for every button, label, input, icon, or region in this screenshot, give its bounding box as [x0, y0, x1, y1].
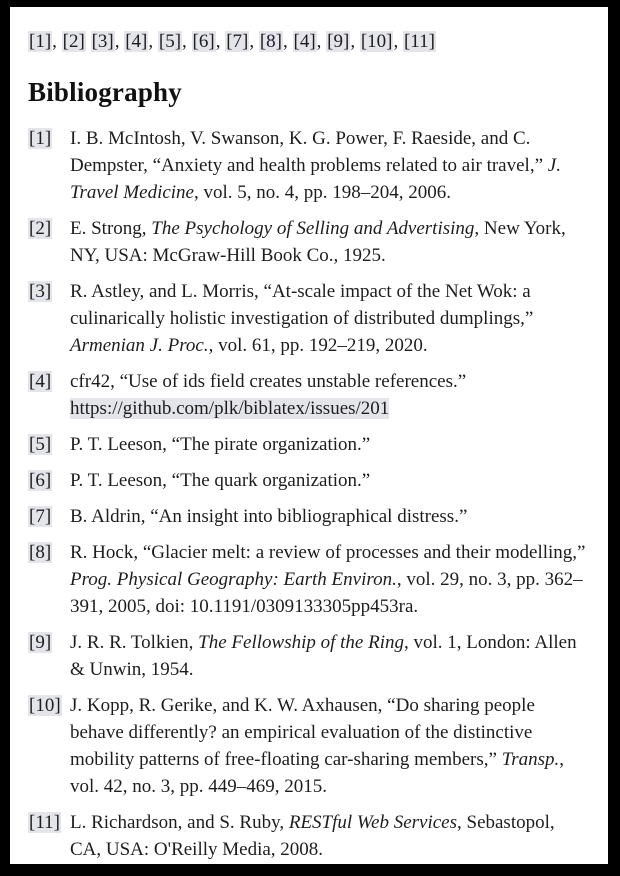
bib-entry-segment: L. Richardson, and S. Ruby, [70, 812, 289, 833]
citation-separator: , [393, 31, 403, 52]
bib-entry-venue-title: The Psychology of Selling and Advertising [151, 218, 475, 239]
citation-link[interactable]: [11] [403, 31, 435, 52]
bib-entry-text [70, 278, 588, 359]
bib-entry-segment: J. Kopp, R. Gerike, and K. W. Axhausen, “Do sharing people behave differently? an empirical evaluation of the distinctive mobility patterns of free-floating car-sharing members,” [70, 695, 535, 770]
bib-entry-segment: , vol. 29, no. 3, pp. 362–391, 2005, doi: 10.1191/0309133305pp453ra. [70, 569, 583, 617]
bib-entry-segment: B. Aldrin, “An insight into bibliographical distress.” [70, 506, 468, 527]
citation-link[interactable]: [1] [29, 31, 52, 52]
bib-entry-text [70, 125, 588, 206]
bib-entry-label [28, 539, 52, 620]
bib-entry-text [70, 368, 588, 422]
bib-entry-segment: J. R. R. Tolkien, [70, 632, 199, 653]
citation-link[interactable]: [5] [158, 31, 182, 52]
bib-entry-segment: , vol. 61, pp. 192–219, 2020. [208, 335, 428, 356]
citation-separator: , [215, 31, 226, 52]
bib-entry-segment: , Sebastopol, CA, USA: O'Reilly Media, 2008. [70, 812, 555, 860]
bib-entry-segment: cfr42, “Use of ids field creates unstable references.” [70, 371, 467, 392]
page-title: Bibliography [28, 77, 182, 107]
bib-entry [28, 368, 588, 422]
citation-separator: , [148, 31, 158, 52]
bibliography-list [28, 125, 588, 863]
bib-entry-text [70, 215, 588, 269]
bib-entry-segment: P. T. Leeson, “The quark organization.” [70, 470, 371, 491]
document-page [10, 7, 608, 864]
bib-entry-venue-title: Armenian J. Proc. [70, 335, 209, 356]
bib-entry-venue-title: The Fellowship of the Ring [198, 632, 404, 653]
bib-entry-number[interactable]: [7] [29, 506, 52, 527]
bib-entry-segment: , vol. 1, London: Allen & Unwin, 1954. [70, 632, 577, 680]
bib-entry-number[interactable]: [5] [29, 434, 52, 455]
bib-entry-label [28, 467, 52, 494]
citation-line [28, 28, 588, 56]
bib-entry-segment: , vol. 5, no. 4, pp. 198–204, 2006. [194, 182, 452, 203]
bib-entry-number[interactable]: [11] [29, 812, 60, 833]
citation-separator: , [316, 31, 327, 52]
bib-entry-label [28, 809, 61, 863]
citation-link[interactable]: [8] [259, 31, 282, 52]
bib-entry-text [70, 809, 588, 863]
bib-entry [28, 503, 588, 530]
citation-link[interactable]: [4] [293, 31, 316, 52]
bib-entry-text [70, 503, 588, 530]
bib-entry [28, 467, 588, 494]
bib-entry-number[interactable]: [4] [29, 371, 52, 392]
bib-entry-segment: , vol. 42, no. 3, pp. 449–469, 2015. [70, 749, 565, 797]
bib-entry [28, 215, 588, 269]
bib-entry-venue-title: Prog. Physical Geography: Earth Environ. [70, 569, 397, 590]
bib-entry-number[interactable]: [2] [29, 218, 52, 239]
bib-entry-number[interactable]: [3] [29, 281, 52, 302]
bib-entry-segment: I. B. McIntosh, V. Swanson, K. G. Power, F. Raeside, and C. Dempster, “Anxiety and health problems related to air travel,” [70, 128, 548, 176]
bib-entry-label [28, 431, 52, 458]
bib-entry [28, 278, 588, 359]
bib-entry-label [28, 692, 62, 800]
citation-link[interactable]: [7] [226, 31, 249, 52]
bib-entry-number[interactable]: [10] [29, 695, 61, 716]
bib-entry-url-link[interactable]: https://github.com/plk/biblatex/issues/201 [70, 398, 390, 419]
bib-entry-text [70, 539, 588, 620]
bib-entry-text [70, 629, 588, 683]
bib-entry-text [70, 467, 588, 494]
citation-link[interactable]: [3] [91, 31, 114, 52]
bib-entry-label [28, 278, 52, 359]
citation-separator: , [283, 31, 293, 52]
citation-separator: , [350, 31, 360, 52]
bib-entry-number[interactable]: [6] [29, 470, 52, 491]
citation-link[interactable]: [9] [327, 31, 350, 52]
bib-entry-segment: R. Hock, “Glacier melt: a review of processes and their modelling,” [70, 542, 586, 563]
citation-separator: , [182, 31, 192, 52]
citation-separator: , [249, 31, 259, 52]
bib-entry [28, 539, 588, 620]
bib-entry-segment: R. Astley, and L. Morris, “At-scale impact of the Net Wok: a culinarically holistic investigation of distributed dumplings,” [70, 281, 534, 329]
bib-entry-label [28, 125, 52, 206]
bib-entry-segment: P. T. Leeson, “The pirate organization.” [70, 434, 371, 455]
bib-entry-segment: , New York, NY, USA: McGraw-Hill Book Co., 1925. [70, 218, 566, 266]
citation-link[interactable]: [2] [62, 31, 85, 52]
citation-separator [86, 31, 91, 52]
bib-entry-segment: E. Strong, [70, 218, 152, 239]
bib-entry-label [28, 629, 52, 683]
citation-link[interactable]: [6] [192, 31, 215, 52]
bib-entry-number[interactable]: [9] [29, 632, 52, 653]
bib-entry-label [28, 368, 52, 422]
bib-entry [28, 692, 588, 800]
bib-entry [28, 629, 588, 683]
citation-link[interactable]: [4] [125, 31, 148, 52]
citation-separator: , [52, 31, 62, 52]
bib-entry-venue-title: J. Travel Medicine [70, 155, 561, 203]
bib-entry-text [70, 692, 588, 800]
bib-entry-text [70, 431, 588, 458]
citation-link[interactable]: [10] [360, 31, 393, 52]
bib-entry [28, 431, 588, 458]
bib-entry-number[interactable]: [8] [29, 542, 52, 563]
bib-entry-venue-title: RESTful Web Services [288, 812, 457, 833]
bib-entry-venue-title: Transp. [501, 749, 560, 770]
bib-entry-label [28, 215, 52, 269]
bib-entry [28, 125, 588, 206]
citation-separator: , [114, 31, 125, 52]
bib-entry-label [28, 503, 52, 530]
bib-entry [28, 809, 588, 863]
bib-entry-number[interactable]: [1] [29, 128, 52, 149]
